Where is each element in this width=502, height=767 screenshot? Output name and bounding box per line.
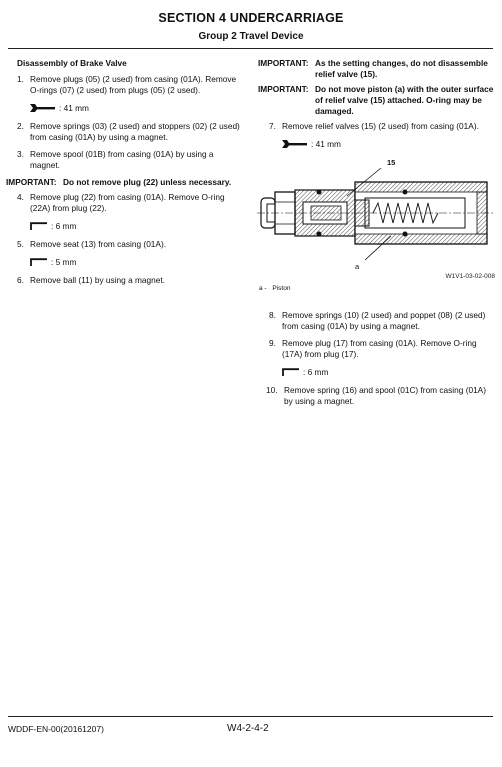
step-2	[6, 121, 242, 143]
step-number: 6.	[17, 275, 24, 285]
step-6	[6, 275, 242, 286]
tool-spec-step-1	[6, 102, 242, 114]
step-text: Remove spool (01B) from casing (01A) by using a magnet.	[30, 149, 214, 170]
figure-code: W1V1-03-02-008	[445, 273, 495, 280]
important-label: IMPORTANT:	[6, 177, 57, 187]
step-number: 3.	[17, 149, 24, 159]
figure-legend	[259, 285, 290, 292]
tool-spec-text: : 5 mm	[51, 256, 77, 267]
header-rule	[8, 48, 493, 49]
right-column-lower	[258, 310, 496, 413]
hex-key-icon	[30, 258, 48, 266]
important-text: Do not remove plug (22) unless necessary.	[63, 177, 232, 187]
step-text: Remove seat (13) from casing (01A).	[30, 239, 167, 249]
step-5	[6, 239, 242, 250]
important-text: As the setting changes, do not disassemble relief valve (15).	[315, 58, 488, 79]
step-text: Remove ball (11) by using a magnet.	[30, 275, 165, 285]
important-note-1	[258, 58, 496, 80]
step-number: 9.	[269, 338, 276, 348]
tool-spec-text: : 41 mm	[59, 102, 89, 113]
hex-key-icon	[282, 368, 300, 376]
footer-rule	[8, 716, 493, 717]
important-text: Do not move piston (a) with the outer surface of relief valve (15) attached. O-ring may be damaged.	[315, 84, 494, 116]
left-column	[6, 58, 242, 292]
callout-15: 15	[387, 158, 396, 167]
relief-valve-drawing	[255, 154, 495, 274]
step-number: 7.	[269, 121, 276, 131]
step-3	[6, 149, 242, 171]
tool-spec-step-4	[6, 220, 242, 232]
step-number: 5.	[17, 239, 24, 249]
callout-a: a	[355, 262, 360, 271]
tool-spec-step-9	[258, 366, 496, 378]
important-note	[6, 177, 242, 188]
wrench-icon	[282, 140, 308, 148]
step-text: Remove plugs (05) (2 used) from casing (01A). Remove O-rings (07) (2 used) from plugs (05) (2 used).	[30, 74, 237, 95]
section-title: SECTION 4 UNDERCARRIAGE	[158, 11, 344, 25]
step-4	[6, 192, 242, 214]
group-title: Group 2 Travel Device	[198, 31, 304, 42]
step-number: 8.	[269, 310, 276, 320]
hex-key-icon	[30, 222, 48, 230]
wrench-icon	[30, 104, 56, 112]
step-number: 4.	[17, 192, 24, 202]
page-number: W4-2-4-2	[227, 723, 269, 734]
important-label: IMPORTANT:	[258, 58, 309, 68]
document-code: WDDF-EN-00(20161207)	[8, 724, 104, 734]
important-label: IMPORTANT:	[258, 84, 309, 94]
step-1	[6, 74, 242, 96]
tool-spec-text: : 6 mm	[303, 366, 329, 377]
step-text: Remove springs (10) (2 used) and poppet (08) (2 used) from casing (01A) by using a magnet.	[282, 310, 486, 331]
tool-spec-step-5	[6, 256, 242, 268]
important-note-2	[258, 84, 496, 117]
tool-spec-text: : 6 mm	[51, 220, 77, 231]
step-text: Remove plug (22) from casing (01A). Remove O-ring (22A) from plug (22).	[30, 192, 225, 213]
legend-key: a -	[259, 285, 267, 292]
legend-text: Piston	[272, 285, 291, 292]
step-9	[258, 338, 496, 360]
step-number: 2.	[17, 121, 24, 131]
step-text: Remove spring (16) and spool (01C) from casing (01A) by using a magnet.	[284, 385, 486, 406]
step-text: Remove springs (03) (2 used) and stoppers (02) (2 used) from casing (01A) by using a magnet.	[30, 121, 240, 142]
step-number: 10.	[266, 385, 278, 395]
procedure-heading: Disassembly of Brake Valve	[17, 58, 127, 68]
relief-valve-figure	[255, 154, 495, 296]
tool-spec-text: : 41 mm	[311, 138, 341, 149]
step-7	[258, 121, 496, 132]
step-text: Remove relief valves (15) (2 used) from casing (01A).	[282, 121, 479, 131]
step-number: 1.	[17, 74, 24, 84]
step-10	[258, 385, 496, 407]
right-column	[258, 58, 496, 157]
step-8	[258, 310, 496, 332]
step-text: Remove plug (17) from casing (01A). Remove O-ring (17A) from plug (17).	[282, 338, 477, 359]
tool-spec-step-7	[258, 138, 496, 150]
